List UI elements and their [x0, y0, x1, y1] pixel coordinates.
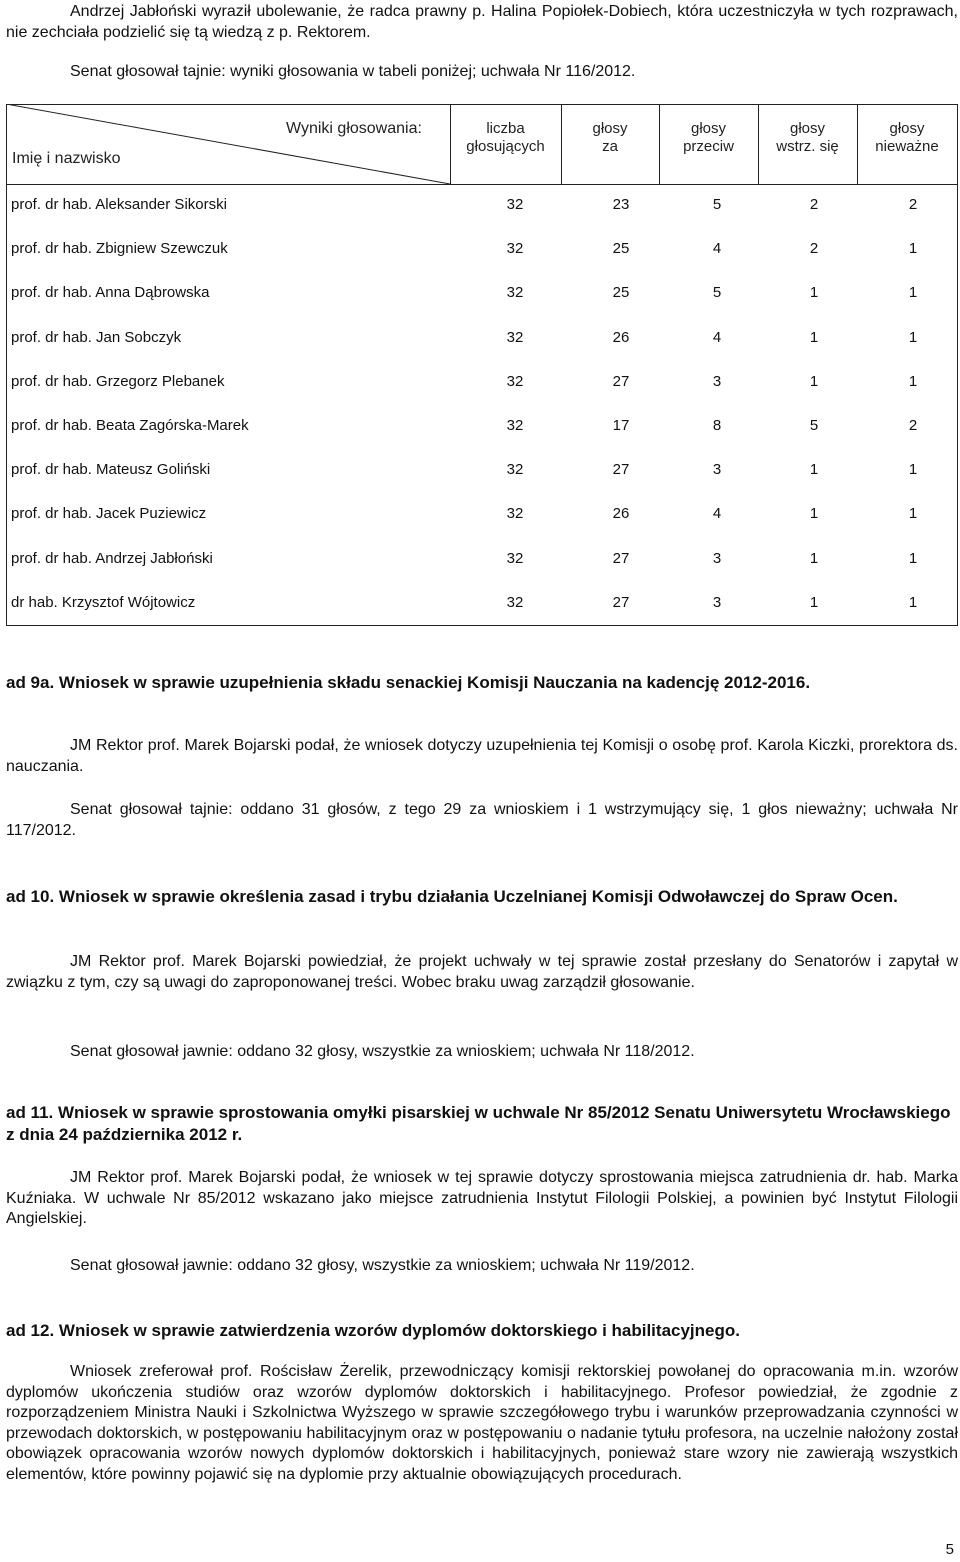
table-row — [6, 329, 958, 351]
votes-voters: 32 — [506, 417, 524, 434]
votes-for: 25 — [612, 284, 630, 302]
section-11-paragraph-2 — [6, 1256, 958, 1277]
for-header-line1: głosy — [592, 120, 628, 137]
table-bottom-border — [6, 625, 958, 626]
votes-for: 26 — [612, 328, 630, 346]
section-heading-9a: ad 9a. Wniosek w sprawie uzupełnienia składu senackiej Komisji Nauczania na kadencję 2012-2016. — [6, 673, 811, 692]
votes-abstain: 1 — [809, 549, 819, 567]
table-row — [6, 196, 958, 218]
votes-for: 23 — [612, 196, 630, 213]
votes-abstain: 1 — [809, 505, 819, 523]
table-row — [6, 240, 958, 262]
table-row — [6, 550, 958, 572]
voting-results-table — [6, 104, 958, 626]
section-11-paragraph-1 — [6, 1168, 958, 1230]
votes-abstain: 1 — [809, 284, 819, 302]
votes-voters: 32 — [506, 196, 524, 213]
voters-header-line1: liczba — [486, 120, 525, 137]
for-header — [561, 120, 659, 156]
votes-abstain: 1 — [809, 372, 819, 390]
section-11-text-1: JM Rektor prof. Marek Bojarski podał, że wniosek w tej sprawie dotyczy sprostowania miejsca zatrudnienia dr. hab. Marka Kuźniaka. W uchwale Nr 85/2012 wskazano jako miejsce zatrudnienia Instytut Filologii Polskiej, a powinien być Instytut Filologii Angielskiej. — [6, 1169, 958, 1227]
votes-for: 27 — [612, 372, 630, 390]
votes-voters: 32 — [506, 505, 524, 523]
candidate-name: prof. dr hab. Mateusz Goliński — [11, 461, 211, 479]
votes-against: 3 — [712, 593, 722, 611]
votes-against: 3 — [712, 549, 722, 567]
table-row — [6, 373, 958, 395]
votes-voters: 32 — [506, 593, 524, 611]
candidate-name: prof. dr hab. Andrzej Jabłoński — [11, 549, 213, 567]
votes-against: 4 — [712, 505, 722, 523]
against-header-line1: głosy — [690, 120, 727, 137]
votes-for: 26 — [612, 505, 630, 523]
section-12-text-1: Wniosek zreferował prof. Rościsław Żerelik, przewodniczący komisji rektorskiej powołanej do opracowania m.in. wzorów dyplomów ukończenia studiów oraz wzorów dyplomów doktorskich i habilitacyjnego. Profesor powiedział, że zgodnie z rozporządzeniem Ministra Nauki i Szkolnictwa Wyższego w sprawie szczegółowego trybu i warunków przeprowadzania czynności w przewodach doktorskich, w postępowaniu habilitacyjnym oraz w postępowaniu o nadanie tytułu profesora, na uczelnie nałożony został obowiązek opracowania wzorów nowych dyplomów doktorskich i habilitacyjnych, ponieważ stare wzory nie zawierają wszystkich elementów, które powinny pojawić się na dyplomie przy aktualnie obowiązujących procedurach. — [6, 1363, 958, 1483]
votes-abstain: 1 — [809, 461, 819, 479]
votes-voters: 32 — [506, 461, 524, 479]
section-10-paragraph-1 — [6, 952, 958, 993]
votes-for: 27 — [612, 549, 630, 567]
votes-against: 5 — [712, 196, 722, 213]
votes-against: 3 — [712, 372, 722, 390]
intro-text: Andrzej Jabłoński wyraził ubolewanie, że radca prawny p. Halina Popiołek-Dobiech, która uczestniczyła w tych rozprawach, nie zechciała podzielić się tą wiedzą z p. Rektorem. — [6, 3, 958, 41]
against-header-line2: przeciw — [683, 138, 734, 155]
votes-invalid: 2 — [908, 196, 918, 213]
section-10-text-2: Senat głosował jawnie: oddano 32 głosy, wszystkie za wnioskiem; uchwała Nr 118/2012. — [70, 1043, 695, 1060]
votes-invalid: 2 — [908, 417, 918, 434]
votes-against: 8 — [712, 417, 722, 434]
votes-against: 4 — [712, 328, 722, 346]
name-header: Imię i nazwisko — [12, 150, 121, 167]
results-header: Wyniki głosowania: — [286, 120, 422, 137]
votes-against: 4 — [712, 240, 722, 258]
votes-invalid: 1 — [908, 593, 918, 611]
section-11-text-2: Senat głosował jawnie: oddano 32 głosy, wszystkie za wnioskiem; uchwała Nr 119/2012. — [70, 1257, 695, 1274]
invalid-header — [857, 120, 957, 156]
votes-invalid: 1 — [908, 284, 918, 302]
votes-against: 3 — [712, 461, 722, 479]
votes-for: 17 — [612, 417, 630, 434]
votes-abstain: 2 — [809, 196, 819, 213]
votes-abstain: 5 — [809, 417, 819, 434]
table-header-border — [6, 184, 958, 185]
candidate-name: prof. dr hab. Anna Dąbrowska — [11, 284, 210, 302]
voters-header-line2: głosujących — [466, 138, 545, 155]
votes-abstain: 1 — [809, 328, 819, 346]
candidate-name: dr hab. Krzysztof Wójtowicz — [11, 593, 196, 611]
votes-against: 5 — [712, 284, 722, 302]
votes-voters: 32 — [506, 284, 524, 302]
page-number: 5 — [945, 1541, 954, 1558]
votes-for: 27 — [612, 461, 630, 479]
abstain-header-line2: wstrz. się — [776, 138, 839, 155]
section-heading-10: ad 10. Wniosek w sprawie określenia zasad i trybu działania Uczelnianej Komisji Odwoławczej do Spraw Ocen. — [6, 887, 898, 906]
votes-voters: 32 — [506, 328, 524, 346]
votes-invalid: 1 — [908, 461, 918, 479]
section-10-text-1: JM Rektor prof. Marek Bojarski powiedział, że projekt uchwały w tej sprawie został przesłany do Senatorów i zapytał w związku z tym, czy są uwagi do zaproponowanej treści. Wobec braku uwag zarządził głosowanie. — [6, 953, 958, 991]
votes-for: 27 — [612, 593, 630, 611]
abstain-header — [758, 120, 857, 156]
header-diagonal — [6, 104, 450, 184]
votes-voters: 32 — [506, 372, 524, 390]
candidate-name: prof. dr hab. Zbigniew Szewczuk — [11, 240, 228, 258]
section-9a-paragraph-1 — [6, 736, 958, 777]
section-9a-text-1: JM Rektor prof. Marek Bojarski podał, że wniosek dotyczy uzupełnienia tej Komisji o osobę prof. Karola Kiczki, prorektora ds. nauczania. — [6, 737, 958, 775]
voters-header — [450, 120, 561, 156]
abstain-header-line1: głosy — [789, 120, 826, 137]
votes-invalid: 1 — [908, 549, 918, 567]
candidate-name: prof. dr hab. Aleksander Sikorski — [11, 196, 227, 213]
votes-invalid: 1 — [908, 240, 918, 258]
candidate-name: prof. dr hab. Jan Sobczyk — [11, 328, 182, 346]
section-heading-11: ad 11. Wniosek w sprawie sprostowania omyłki pisarskiej w uchwale Nr 85/2012 Senatu Uniwersytetu Wrocławskiego z dnia 24 października 2012 r. — [6, 1103, 951, 1144]
votes-abstain: 1 — [809, 593, 819, 611]
votes-abstain: 2 — [809, 240, 819, 258]
table-row — [6, 284, 958, 306]
vote-summary-text: Senat głosował tajnie: wyniki głosowania w tabeli poniżej; uchwała Nr 116/2012. — [70, 63, 636, 80]
intro-paragraph — [6, 2, 958, 43]
section-heading-12: ad 12. Wniosek w sprawie zatwierdzenia wzorów dyplomów doktorskiego i habilitacyjnego. — [6, 1321, 740, 1340]
candidate-name: prof. dr hab. Jacek Puziewicz — [11, 505, 207, 523]
section-9a-paragraph-2 — [6, 800, 958, 841]
section-10-paragraph-2 — [6, 1042, 958, 1063]
table-right-border — [957, 104, 958, 626]
votes-invalid: 1 — [908, 328, 918, 346]
candidate-name: prof. dr hab. Grzegorz Plebanek — [11, 372, 225, 390]
table-row — [6, 505, 958, 527]
votes-invalid: 1 — [908, 372, 918, 390]
votes-voters: 32 — [506, 240, 524, 258]
section-12-paragraph-1 — [6, 1362, 958, 1485]
table-row — [6, 417, 958, 439]
votes-for: 25 — [612, 240, 630, 258]
against-header — [659, 120, 758, 156]
vote-summary — [6, 62, 958, 83]
invalid-header-line1: głosy — [889, 120, 925, 137]
table-row — [6, 461, 958, 483]
candidate-name: prof. dr hab. Beata Zagórska-Marek — [11, 417, 249, 434]
table-row — [6, 594, 958, 616]
section-9a-text-2: Senat głosował tajnie: oddano 31 głosów, z tego 29 za wnioskiem i 1 wstrzymujący się, 1 głos nieważny; uchwała Nr 117/2012. — [6, 801, 958, 839]
votes-voters: 32 — [506, 549, 524, 567]
invalid-header-line2: nieważne — [875, 138, 939, 155]
votes-invalid: 1 — [908, 505, 918, 523]
for-header-line2: za — [602, 138, 618, 155]
